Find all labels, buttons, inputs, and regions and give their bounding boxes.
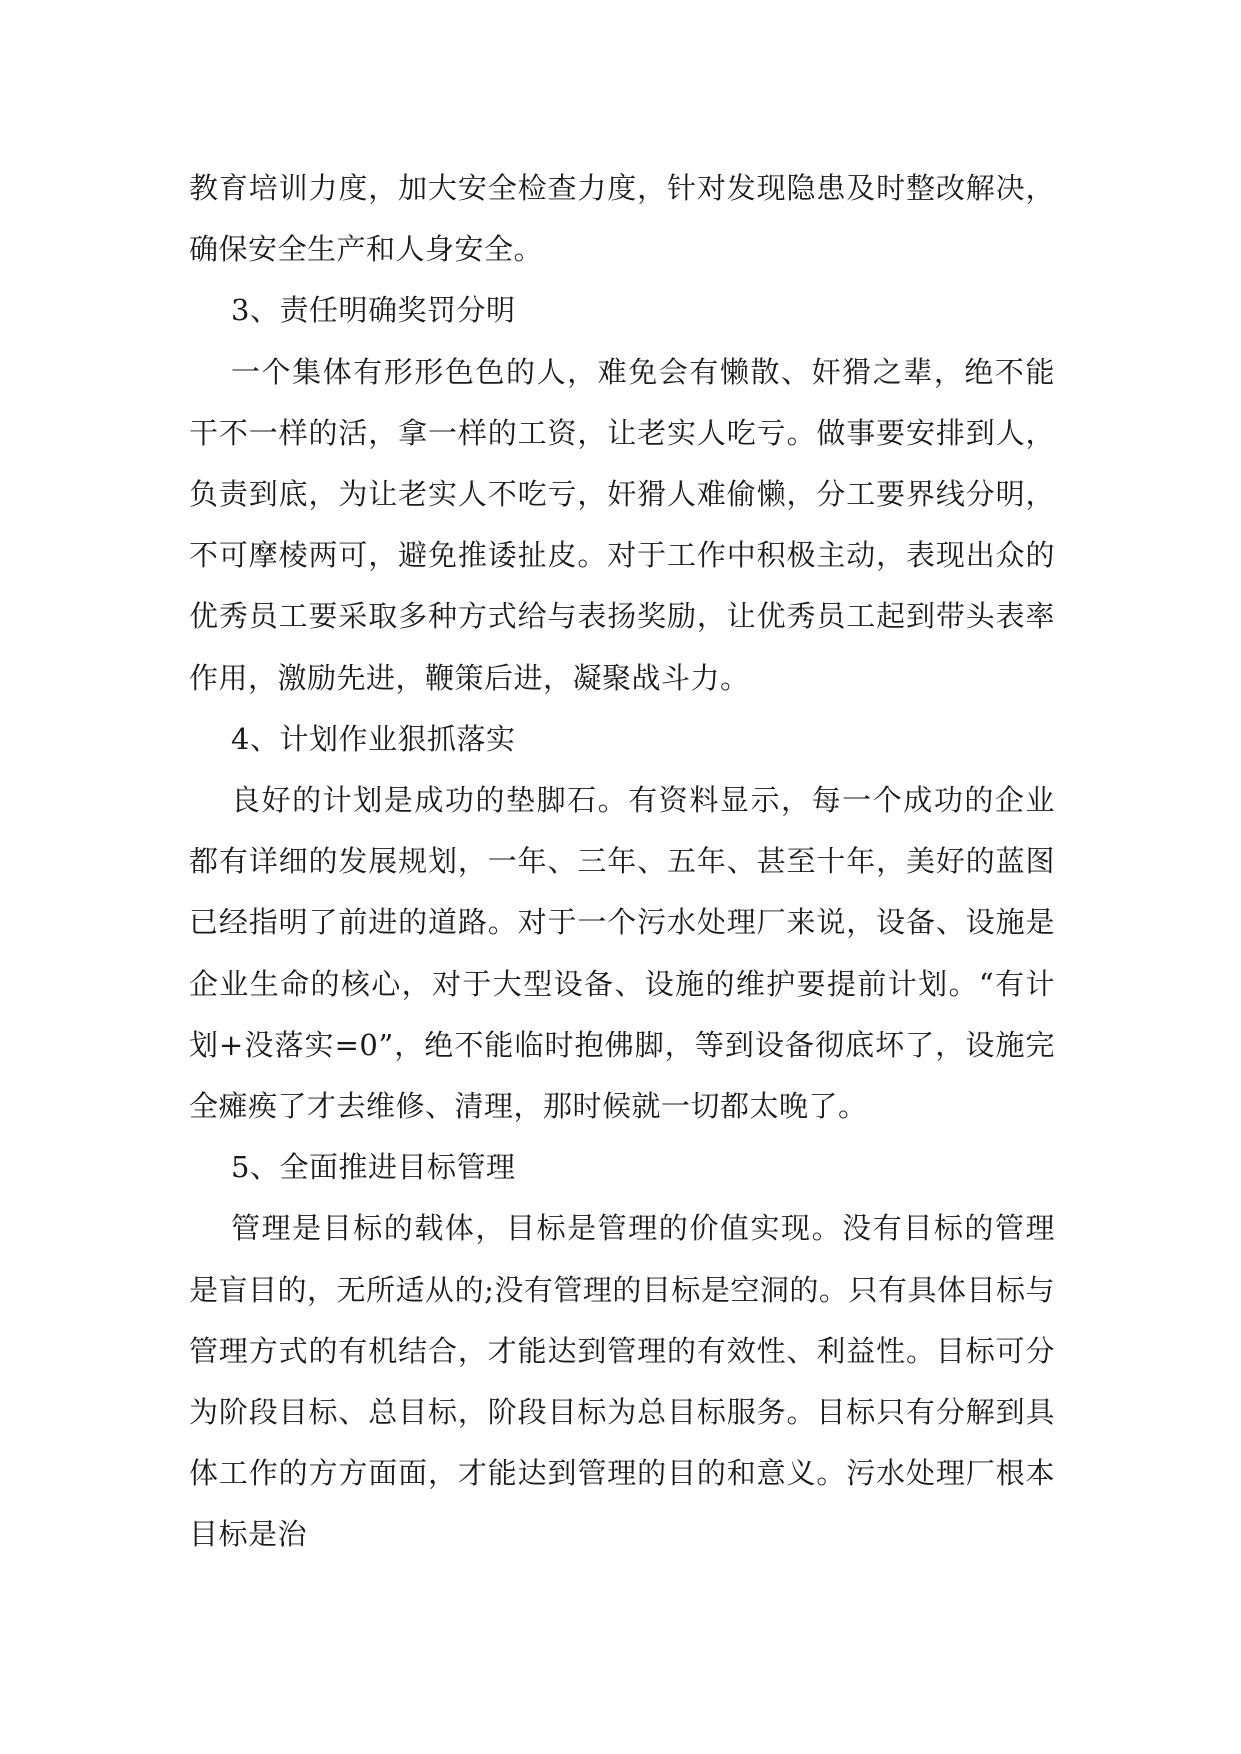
- section-heading-3: 3、责任明确奖罚分明: [231, 293, 516, 328]
- section-heading-4: 4、计划作业狠抓落实: [231, 721, 516, 756]
- paragraph-planning: 良好的计划是成功的垫脚石。有资料显示，每一个成功的企业都有详细的发展规划，一年、三年、五年、甚至十年，美好的蓝图已经指明了前进的道路。对于一个污水处理厂来说，设备、设施是企业生命的核心，对于大型设备、设施的维护要提前计划。“有计划+没落实=0”，绝不能临时抱佛脚，等到设备彻底坏了，设施完全瘫痪了才去维修、清理，那时候就一切都太晚了。: [189, 783, 1055, 1124]
- document-page: [189, 158, 1055, 1566]
- paragraph-continuation: 教育培训力度，加大安全检查力度，针对发现隐患及时整改解决，确保安全生产和人身安全。: [189, 171, 1055, 267]
- paragraph-responsibility: 一个集体有形形色色的人，难免会有懒散、奸猾之辈，绝不能干不一样的活，拿一样的工资，让老实人吃亏。做事要安排到人，负责到底，为让老实人不吃亏，奸猾人难偷懒，分工要界线分明，不可摩棱两可，避免推诿扯皮。对于工作中积极主动，表现出众的优秀员工要采取多种方式给与表扬奖励，让优秀员工起到带头表率作用，激励先进，鞭策后进，凝聚战斗力。: [189, 354, 1055, 695]
- section-heading-5: 5、全面推进目标管理: [231, 1150, 516, 1185]
- paragraph-target-management: 管理是目标的载体，目标是管理的价值实现。没有目标的管理是盲目的，无所适从的;没有管理的目标是空洞的。只有具体目标与管理方式的有机结合，才能达到管理的有效性、利益性。目标可分为阶段目标、总目标，阶段目标为总目标服务。目标只有分解到具体工作的方方面面，才能达到管理的目的和意义。污水处理厂根本目标是治: [189, 1211, 1055, 1552]
